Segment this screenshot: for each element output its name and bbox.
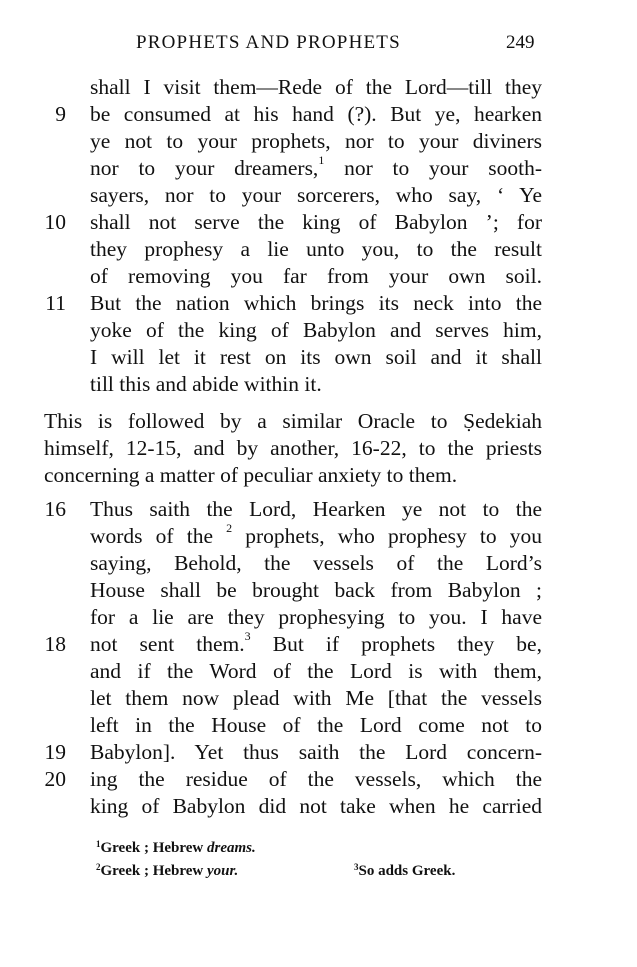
verse-line: ing the residue of the vessels, which the [90, 767, 542, 791]
verse-line [90, 152, 542, 182]
verse-number: 11 [45, 291, 66, 315]
footnote-ref: 3 [244, 628, 251, 643]
verse-number: 20 [44, 767, 66, 791]
verse-line: let them now plead with Me [that the vessels [90, 686, 542, 710]
page-number: 249 [506, 32, 535, 53]
footnote-ref: 2 [226, 520, 233, 535]
footnote-mark: 3 [354, 862, 359, 872]
footnote-1 [96, 838, 256, 859]
footnote-2 [96, 861, 238, 882]
verse-line: Babylon]. Yet thus saith the Lord concern- [90, 740, 542, 764]
verse-line: king of Babylon did not take when he carried [90, 794, 542, 818]
footnote-text: Greek ; Hebrew [100, 863, 208, 879]
paragraph-line: himself, 12-15, and by another, 16-22, to the priests [44, 436, 542, 460]
verse-number: 16 [44, 497, 66, 521]
footnote-italic: dreams. [207, 840, 256, 856]
verse-text: nor to your dreamers, [90, 156, 319, 180]
footnote-3 [354, 861, 455, 882]
verse-text: But if prophets they be, [250, 632, 542, 656]
paragraph-line: concerning a matter of peculiar anxiety to them. [44, 463, 458, 487]
running-header [0, 32, 637, 58]
verse-number: 10 [44, 210, 66, 234]
verse-line: and if the Word of the Lord is with them, [90, 659, 542, 683]
verse-number: 18 [44, 632, 66, 656]
footnote-text: So adds Greek. [358, 863, 456, 879]
footnote-mark: 1 [96, 839, 101, 849]
verse-line: But the nation which brings its neck into the [90, 291, 542, 315]
verse-line: left in the House of the Lord come not to [90, 713, 542, 737]
verse-line [90, 628, 542, 658]
verse-line: shall I visit them—Rede of the Lord—till they [90, 75, 542, 99]
verse-text: not sent them. [90, 632, 245, 656]
verse-number: 19 [44, 740, 66, 764]
verse-line: I will let it rest on its own soil and it shall [90, 345, 542, 369]
verse-line: House shall be brought back from Babylon ; [90, 578, 542, 602]
running-title: PROPHETS AND PROPHETS [136, 32, 401, 53]
footnote-ref: 1 [318, 152, 325, 167]
verse-line: of removing you far from your own soil. [90, 264, 542, 288]
verse-line: shall not serve the king of Babylon ’; for [90, 210, 542, 234]
verse-text: prophets, who prophesy to you [232, 524, 542, 548]
verse-line: sayers, nor to your sorcerers, who say, ‘ Ye [90, 183, 542, 207]
verse-line: ye not to your prophets, nor to your diviners [90, 129, 542, 153]
verse-text: words of the [90, 524, 227, 548]
verse-line: they prophesy a lie unto you, to the result [90, 237, 542, 261]
footnote-italic: your. [207, 863, 239, 879]
verse-number: 9 [55, 102, 66, 126]
verse-line: be consumed at his hand (?). But ye, hearken [90, 102, 542, 126]
verse-line: saying, Behold, the vessels of the Lord’s [90, 551, 542, 575]
verse-text: nor to your sooth- [324, 156, 542, 180]
verse-line: yoke of the king of Babylon and serves him, [90, 318, 542, 342]
verse-line: Thus saith the Lord, Hearken ye not to the [90, 497, 542, 521]
verse-line [90, 520, 542, 550]
verse-line: till this and abide within it. [90, 372, 322, 396]
footnote-text: Greek ; Hebrew [100, 840, 208, 856]
verse-line: for a lie are they prophesying to you. I have [90, 605, 542, 629]
paragraph-line: This is followed by a similar Oracle to Ṣedekiah [44, 409, 542, 433]
footnote-mark: 2 [96, 862, 101, 872]
